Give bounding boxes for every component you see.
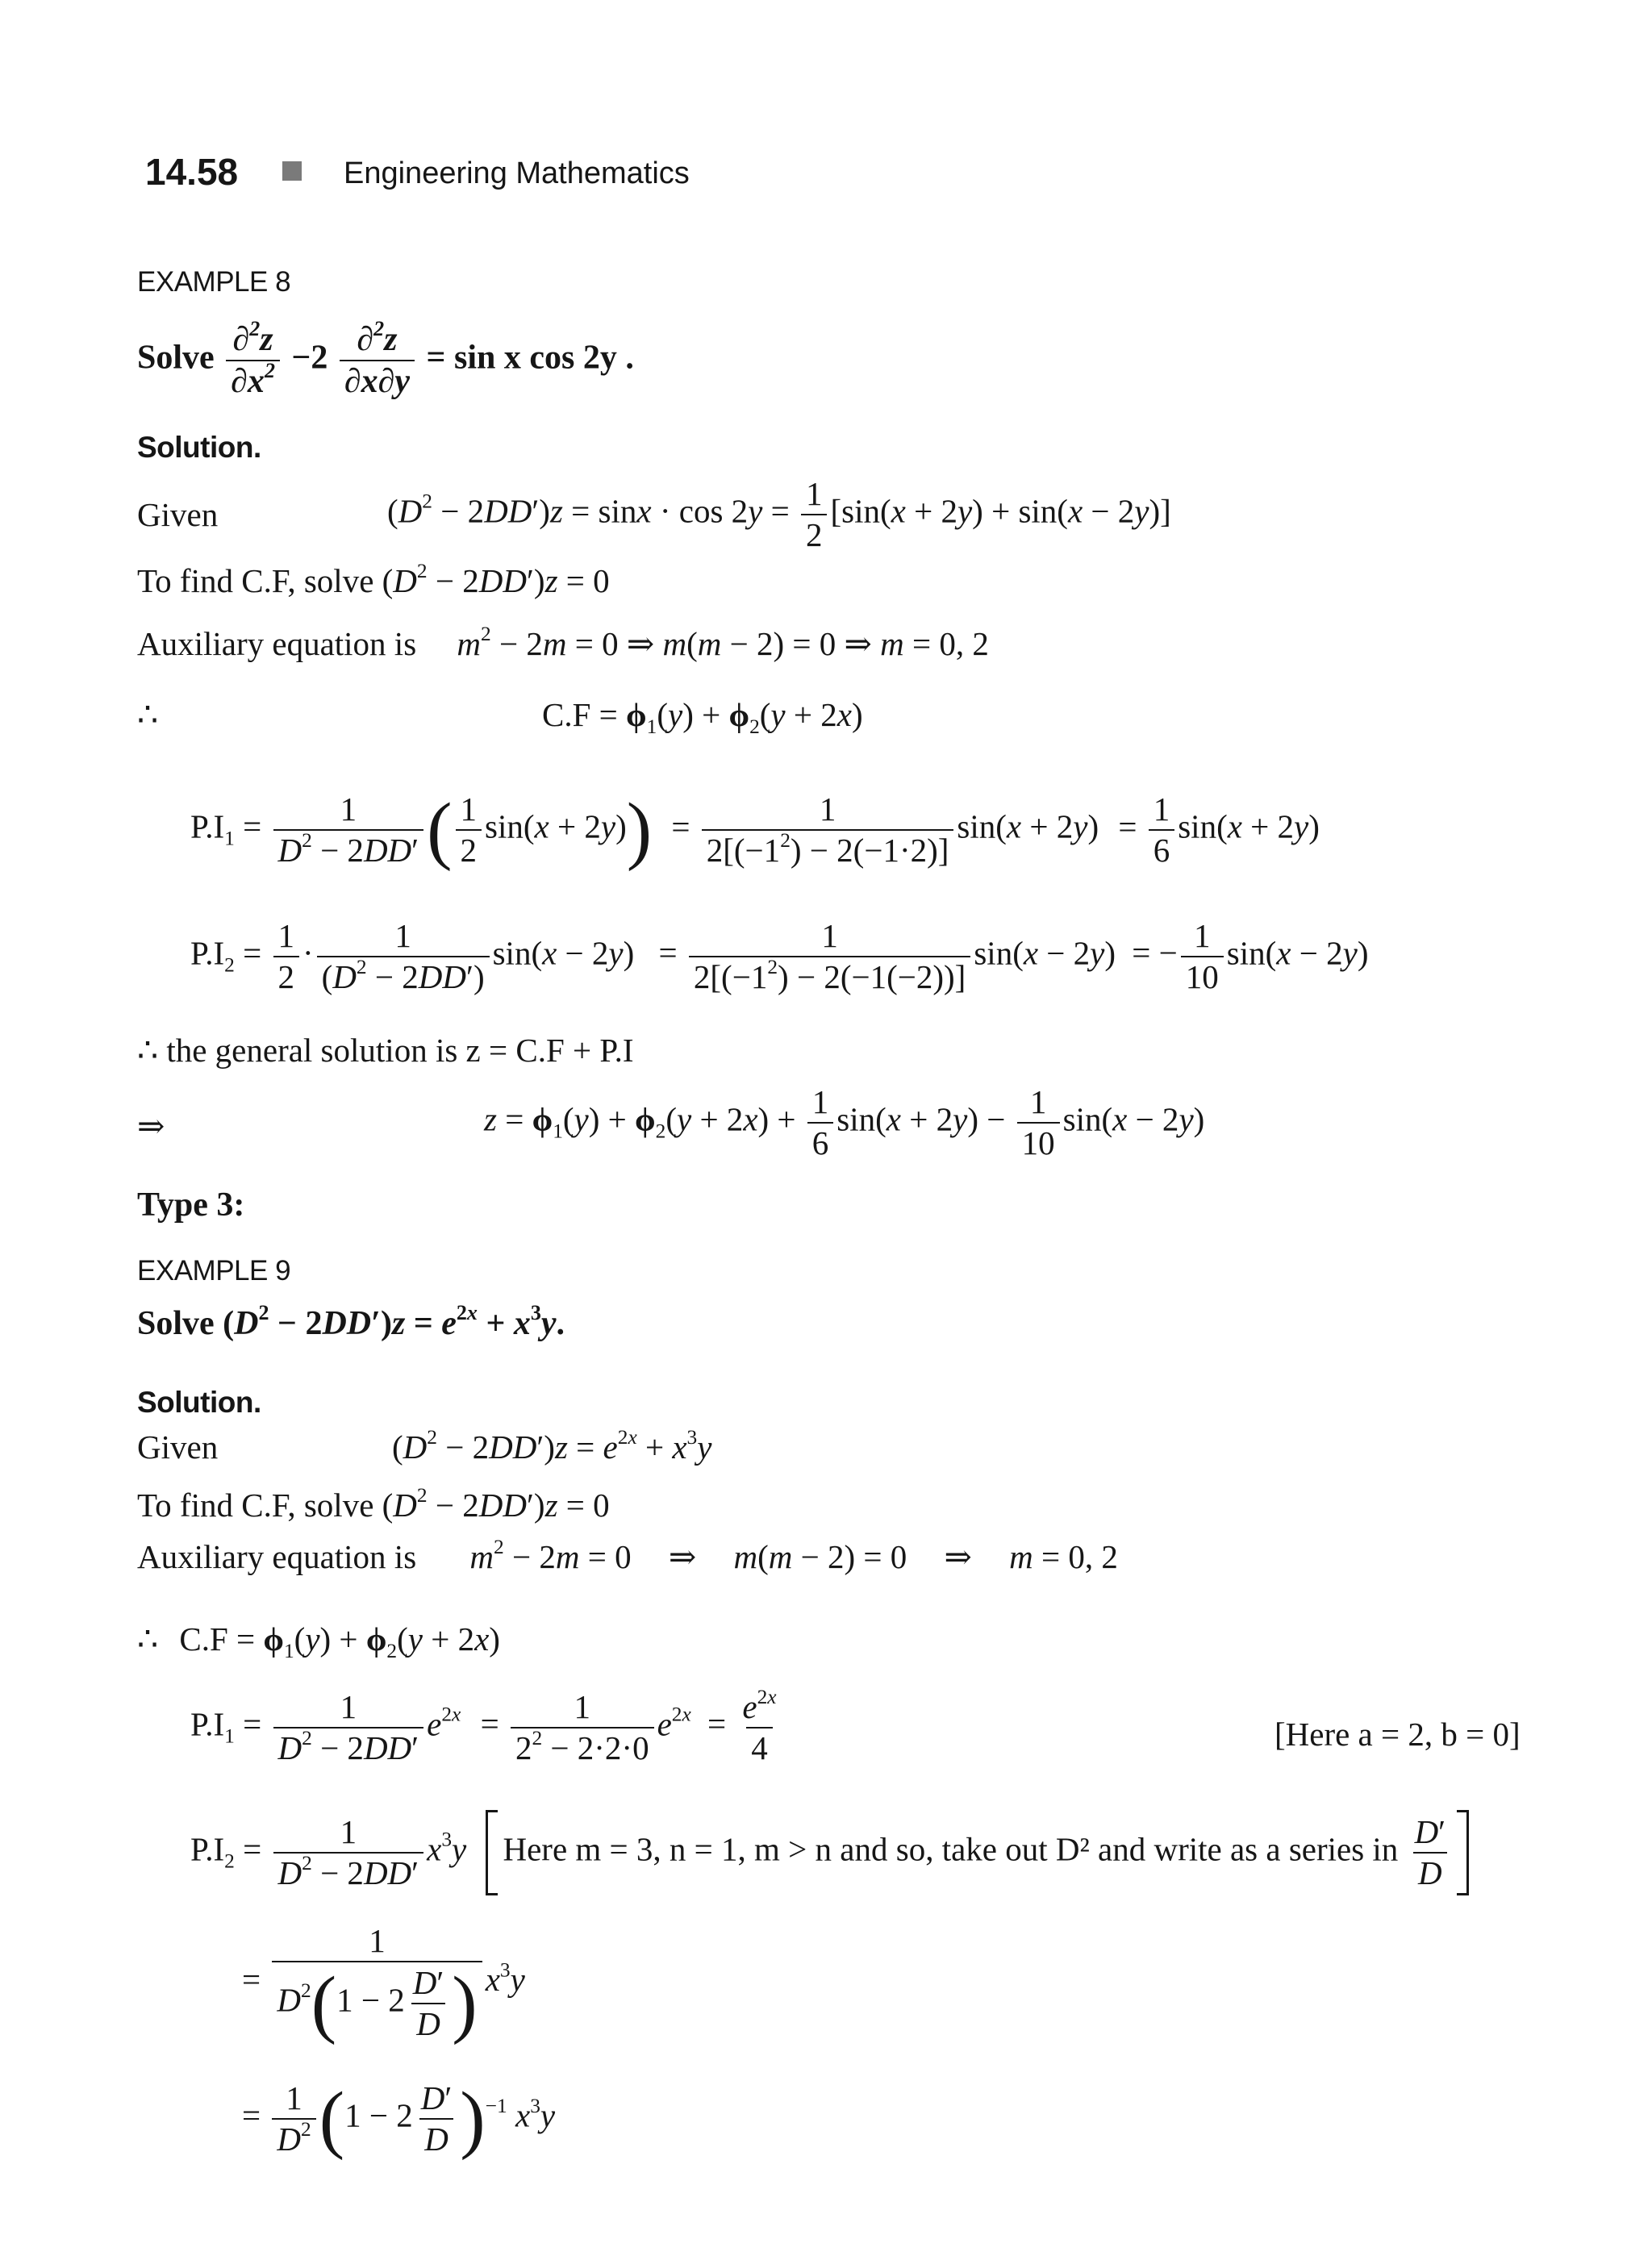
solve-word: Solve [137, 339, 215, 377]
ex8-cf: $C.F = \phi_1(y) + \phi_2(y + 2x)$ [542, 696, 863, 738]
example-9-label: EXAMPLE 9 [137, 1255, 291, 1286]
problem-rhs: = sin x cos 2y . [426, 339, 634, 377]
example-9-problem: Solve $(D^2 - 2DD')z = e^{2x} + x^3y$. [137, 1300, 565, 1342]
ex8-therefore: ∴ [137, 696, 159, 733]
ex8-implies: ⇒ [137, 1107, 165, 1145]
example-8-problem: Solve $\frac{\partial^2z}{\partial x^2}$ −2 $\frac{\partial^2z}{\partial x\partial y}$ = sin x cos 2y . [137, 316, 634, 400]
ex8-given-equation: $(D^2 - 2DD')z = \sin x \cdot \cos 2y$ = $\frac{1}{2}$ [sin(x + 2y) + sin(x − 2y)] [387, 475, 1171, 553]
type-3-heading: Type 3: [137, 1186, 245, 1224]
ex8-to-find-text: To find C.F, solve [137, 562, 374, 599]
ex9-pi2-note: Here m = 3, n = 1, m > n and so, take out D² and write as a series in [503, 1830, 1399, 1868]
example-8-label: EXAMPLE 8 [137, 266, 291, 298]
page-number: 14.58 [145, 151, 239, 193]
ex9-pi1: $P.I_1$ = $\frac{1}{D^2 - 2DD'}$ $e^{2x}$ = $\frac{1}{2^2 - 2\cdot 2\cdot 0}$ $e^{2x}$ = $\frac{e^{2x}}{4}$ [190, 1686, 777, 1766]
header-square-icon [282, 161, 302, 185]
ex9-to-find-cf: To find C.F, solve $(D^2 - 2DD')z = 0$ [137, 1484, 610, 1524]
ex9-given-equation: $(D^2 - 2DD')z = e^{2x} + x^3y$ [392, 1426, 712, 1466]
ex8-given-word: Given [137, 496, 219, 533]
ex8-aux-text: Auxiliary equation is [137, 625, 417, 662]
ex9-aux-text: Auxiliary equation is [137, 1538, 417, 1575]
ex8-pi2: $P.I_2$ = $\frac{1}{2}$ · $\frac{1}{(D^2 - 2DD')}$ sin(x − 2y) = $\frac{1}{2[(-1^2) - 2(-1(-2))]}$ sin(x − 2y) = − $\frac{1}{10}$ sin(x − 2y) [190, 917, 1369, 995]
ex8-to-find-cf: To find C.F, solve $(D^2 - 2DD')z = 0$ [137, 560, 610, 599]
ex9-pi1-note: [Here a = 2, b = 0] [1274, 1716, 1521, 1753]
ex8-general-solution-text: ∴ the general solution is z = C.F + P.I [137, 1032, 634, 1069]
ex9-solve-word: Solve [137, 1305, 215, 1342]
ex8-final-solution: $z = \phi_1(y) + \phi_2(y + 2x)$ + $\frac{1}{6}$ sin(x + 2y) − $\frac{1}{10}$ sin(x − 2y) [484, 1083, 1205, 1161]
ex9-step-2: = $\frac{1}{D^2}$ (1 − 2 $\frac{D'}{D}$ )$^{-1}$ $x^3y$ [242, 2077, 556, 2161]
ex9-given-word: Given [137, 1428, 219, 1466]
ex9-auxiliary: Auxiliary equation is $m^2 - 2m = 0$ ⇒ m(m − 2) = 0 ⇒ m = 0, 2 [137, 1536, 1118, 1575]
ex9-cf-prefix: ∴ [137, 1620, 159, 1658]
ex9-to-find-text: To find C.F, solve [137, 1487, 374, 1524]
example-8-solution-label: Solution. [137, 431, 261, 464]
ex9-pi2: $P.I_2$ = $\frac{1}{D^2 - 2DD'}$ $x^3y$ Here m = 3, n = 1, m > n and so, take out D² and write as a series in $\frac{D'}{D}$ [190, 1810, 1469, 1895]
ex9-cf: ∴ $C.F = \phi_1(y) + \phi_2(y + 2x)$ [137, 1620, 500, 1662]
book-title: Engineering Mathematics [344, 156, 690, 190]
ex9-step-1: = 1 $D^2(1 - 2$ $\frac{D'}{D}$ ) $x^3y$ [242, 1922, 525, 2045]
example-9-solution-label: Solution. [137, 1386, 261, 1419]
ex8-pi1: $P.I_1$ = $\frac{1}{D^2 - 2DD'}$ ( $\frac{1}{2}$ sin(x + 2y)) = $\frac{1}{2[(-1^2) - 2(-1\cdot 2)]}$ sin(x + 2y) = $\frac{1}{6}$ sin(x + 2y) [190, 788, 1320, 872]
ex8-auxiliary: Auxiliary equation is $m^2 - 2m = 0$ ⇒ m(m − 2) = 0 ⇒ m = 0, 2 [137, 623, 989, 662]
